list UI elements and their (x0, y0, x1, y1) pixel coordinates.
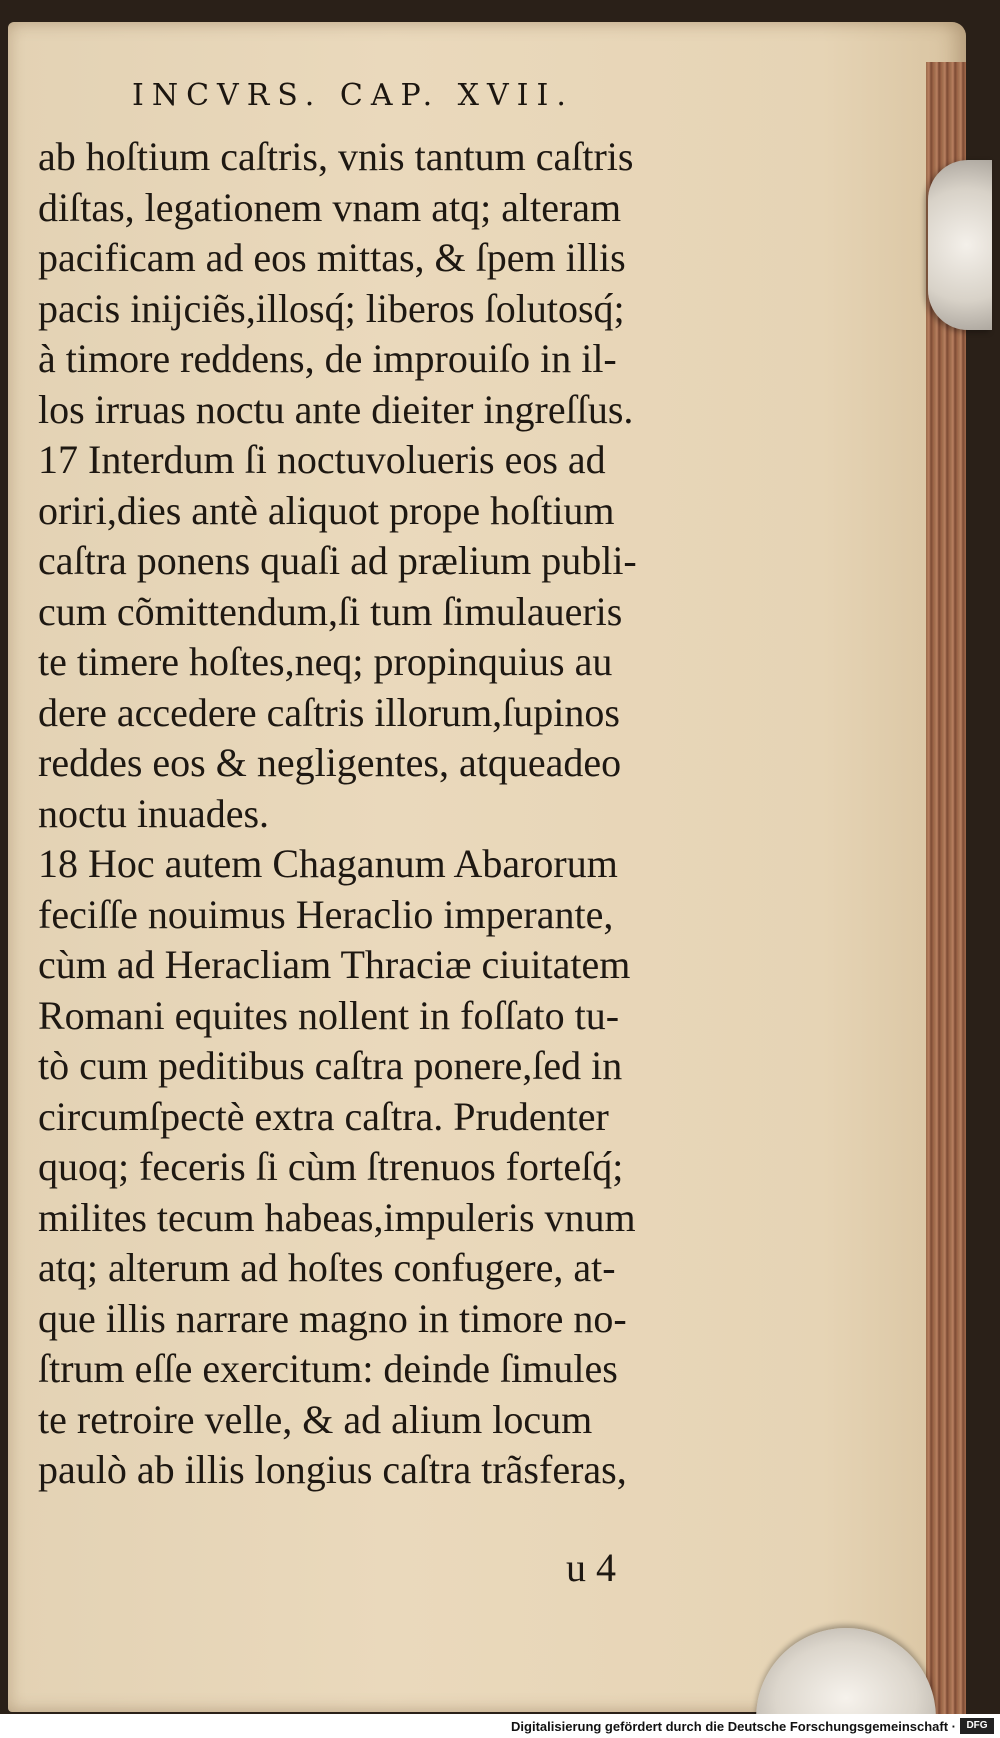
text-line: tò cum peditibus caſtra ponere,ſed in (38, 1043, 623, 1088)
text-line: ſtrum eſſe exercitum: deinde ſimules (38, 1346, 618, 1391)
text-line: cùm ad Heracliam Thraciæ ciuitatem (38, 942, 631, 987)
digitization-footer (0, 1714, 1000, 1738)
text-line: circumſpectè extra caſtra. Prudenter (38, 1093, 609, 1139)
text-line: te retroire velle, & ad alium locum (38, 1396, 593, 1442)
text-line: paulò ab illis longius caſtra trãsferas, (38, 1447, 627, 1492)
text-line: 18 Hoc autem Chaganum Abarorum (38, 841, 618, 886)
text-line: atq; alterum ad hoſtes confugere, at- (38, 1245, 616, 1290)
text-line: quoq; feceris ſi cùm ſtrenuos forteſq́; (38, 1144, 624, 1189)
text-line: noctu inuades. (38, 790, 270, 836)
text-line: feciſſe nouimus Heraclio imperante, (38, 891, 614, 937)
text-line: diſtas, legationem vnam atq; alteram (38, 184, 622, 230)
text-line: milites tecum habeas,impuleris vnum (38, 1194, 636, 1240)
page-clip-top (928, 160, 992, 330)
text-line: ab hoſtium caſtris, vnis tantum caſtris (38, 134, 634, 179)
text-line: oriri,dies antè aliquot prope hoſtium (38, 487, 615, 533)
body-text (38, 132, 758, 1496)
dfg-logo: DFG (960, 1718, 994, 1734)
text-line: à timore reddens, de improuiſo in il- (38, 336, 617, 381)
text-line: Romani equites nollent in foſſato tu- (38, 992, 620, 1038)
text-line: te timere hoſtes,neq; propinquius au (38, 639, 613, 684)
text-line: reddes eos & negligentes, atqueadeo (38, 740, 622, 785)
footer-credit: Digitalisierung gefördert durch die Deutsche Forschungsgemeinschaft · (511, 1719, 956, 1734)
running-title: INCVRS. CAP. XVII. (132, 78, 574, 113)
text-line: pacificam ad eos mittas, & ſpem illis (38, 235, 626, 280)
text-line: cum cõmittendum,ſi tum ſimulaueris (38, 588, 623, 634)
text-line: caſtra ponens quaſi ad prælium publi- (38, 538, 637, 583)
text-line: pacis inijciẽs,illosq́; liberos ſolutosq́; (38, 285, 625, 331)
text-line: dere accedere caſtris illorum,ſupinos (38, 689, 620, 735)
text-line: los irruas noctu ante dieiter ingreſſus. (38, 386, 634, 432)
text-line: que illis narrare magno in timore no- (38, 1295, 627, 1341)
text-line: 17 Interdum ſi noctuvolueris eos ad (38, 437, 606, 482)
signature-mark: u 4 (566, 1545, 616, 1590)
